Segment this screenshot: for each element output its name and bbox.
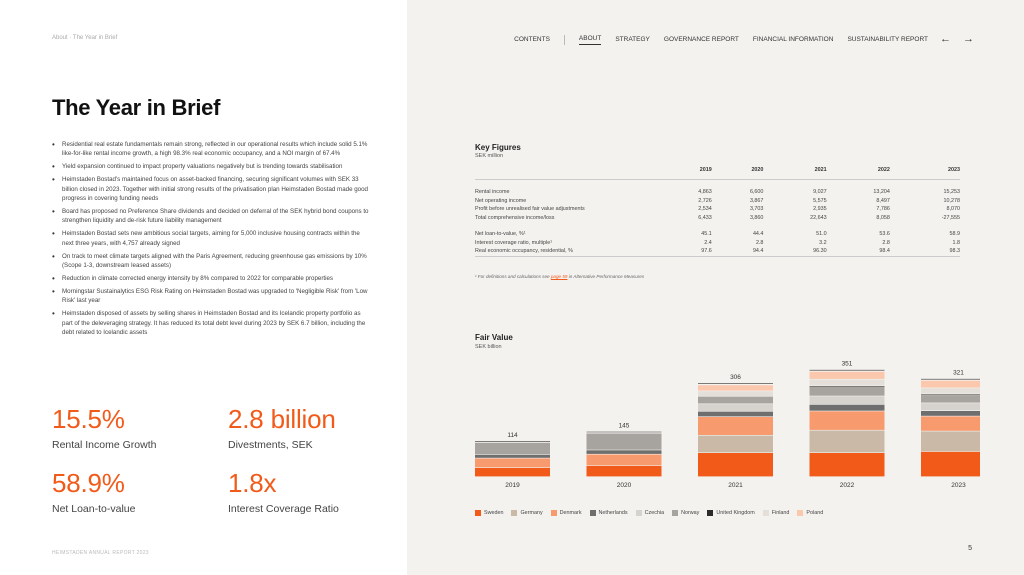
kpi-interest-coverage [228,468,398,515]
list-item: • Yield expansion continued to impact property valuations negatively but is trending towards stabilisation [52,162,372,171]
legend-label: United Kingdom [716,510,755,516]
bar-segment-denmark [587,455,662,466]
legend-item [797,510,823,516]
table-header-cell: 2022 [827,163,890,180]
bar-segment-germany [921,431,980,451]
legend-item [475,510,503,516]
legend-swatch [636,510,642,516]
list-item: • On track to meet climate targets aligned with the Paris Agreement, reducing greenhouse gas emissions by 10% (Scope 1-3, downstream leased assets) [52,252,372,271]
kpi-label: Rental Income Growth [52,439,157,451]
row-label: Net loan-to-value, %¹ [475,231,526,238]
cell: 2.8 [882,239,890,246]
fair-value-unit: SEK billion [475,344,502,350]
bar-segment-czechia [698,404,773,411]
cell: 6,600 [749,189,764,195]
cell: 97.6 [660,247,712,256]
bar-total-label: 321 [953,369,964,377]
bar-segment-poland [921,381,980,388]
table-row [475,213,960,222]
row-label: Rental income [475,189,510,195]
table-row [475,247,960,256]
cell: 5,575 [813,197,827,204]
bar-segment-poland [698,385,773,390]
legend-label: Denmark [559,510,582,516]
key-figures-table [475,163,960,257]
bar-segment-denmark [921,416,980,430]
cell: 3,860 [749,214,764,221]
cell: 3.2 [819,239,827,246]
legend-swatch [590,510,596,516]
row-label: Total comprehensive income/loss [475,214,555,221]
kpi-net-ltv [52,468,222,515]
footnote-suffix: in Alternative Performance Measures [567,274,645,279]
table-row [475,196,960,205]
table-header-cell: 2019 [660,163,712,180]
key-figures-title: Key Figures [475,143,521,152]
cell: 9,027 [813,189,827,195]
legend-swatch [797,510,803,516]
cell: 13,204 [873,189,890,195]
cell: 8,497 [876,197,890,204]
bar-segment-czechia [810,396,885,404]
row-label: Interest coverage ratio, multiple¹ [475,239,553,246]
x-tick-label: 2021 [728,482,743,489]
cell: 22,643 [810,214,827,221]
cell: 45.1 [701,231,712,238]
kpi-label: Interest Coverage Ratio [228,503,339,515]
bar-segment-sweden [921,452,980,477]
cell: 15,253 [943,189,960,195]
list-item: • Residential real estate fundamentals remain strong, reflected in our operational results which include solid 5.1% like-for-like rental income growth, a high 98.3% real economic occupancy, and a NOI margin of 67.4% [52,140,372,159]
footnote-prefix: ¹ For definitions and calculations see [475,274,551,279]
footnote [475,274,644,279]
bar-segment-norway [475,443,550,454]
list-item: • Heimstaden disposed of assets by selling shares in Heimstaden Bostad and its Icelandic property portfolio as part of the deleveraging strategy. It has reduced its total debt level during 2023 by SEK 6.7 billion, including the debt related to Icelandic assets [52,309,372,337]
cell: 1.8 [952,239,960,246]
bar-segment-germany [698,436,773,453]
bar-segment-netherlands [698,412,773,417]
legend-item [590,510,628,516]
table-row [475,238,960,247]
x-tick-label: 2020 [616,482,632,489]
kpi-value: 15.5% [52,404,125,434]
legend-label: Sweden [484,510,504,516]
kpi-rental-growth [52,404,222,451]
list-item: • Morningstar Sustainalytics ESG Risk Rating on Heimstaden Bostad was upgraded to 'Negligible Risk' from 'Low Risk' last year [52,287,372,306]
row-label: Profit before unrealised fair value adjustments [475,206,585,213]
bar-segment-denmark [810,411,885,430]
cell: 6,433 [698,214,712,221]
breadcrumb[interactable]: About · The Year in Brief [52,35,118,41]
legend-swatch [672,510,678,516]
legend-label: Germany [520,510,543,516]
bar-segment-united-kingdom [921,394,980,395]
cell: 8,070 [946,206,960,213]
kpi-label: Net Loan-to-value [52,503,136,515]
bar-total-label: 145 [618,422,630,430]
cell: 2,726 [698,197,712,204]
page-title: The Year in Brief [52,95,221,120]
cell: 10,278 [943,197,960,204]
kpi-value: 58.9% [52,468,125,498]
legend-label: Norway [681,510,700,516]
table-header-row [475,163,960,180]
footer-report-name: HEIMSTADEN ANNUAL REPORT 2023 [52,550,149,556]
bar-segment-denmark [698,417,773,435]
legend-item [707,510,754,516]
legend-item [763,510,790,516]
bar-segment-netherlands [587,450,662,454]
legend-swatch [763,510,769,516]
list-item: • Board has proposed no Preference Share dividends and decided on deferral of the SEK hybrid bond coupons to strengthen liquidity and de-risk future liability management [52,207,372,226]
cell: 98.4 [827,247,890,256]
legend-label: Czechia [644,510,665,516]
cell: 4,863 [698,189,712,195]
bar-total-label: 306 [730,374,741,382]
legend-swatch [511,510,517,516]
cell: 2.4 [704,239,712,246]
key-figures-unit: SEK million [475,153,504,159]
chart-legend [475,510,831,516]
cell: 3,867 [749,197,764,204]
bar-segment-norway [810,387,885,396]
bar-segment-denmark [475,458,550,467]
bar-segment-germany [810,431,885,453]
cell: 2,935 [813,206,827,213]
table-header-cell: 2020 [712,163,764,180]
top-navigation [500,33,974,47]
cell: 2,534 [698,206,712,213]
bar-segment-sweden [698,453,773,476]
highlights-list [52,140,372,341]
cell: 44.4 [752,231,764,238]
cell: 98.3 [890,247,960,256]
kpi-label: Divestments, SEK [228,439,313,451]
list-item: • Reduction in climate corrected energy intensity by 8% compared to 2022 for comparable properties [52,274,372,283]
legend-label: Finland [771,510,790,516]
bar-segment-finland [810,380,885,386]
bar-segment-sweden [475,468,550,476]
cell: 2.8 [755,239,764,246]
legend-swatch [707,510,713,516]
cell: 51.0 [816,231,827,238]
bar-segment-sweden [810,453,885,476]
x-tick-label: 2019 [505,482,520,489]
page-number: 5 [968,545,972,552]
legend-swatch [551,510,557,516]
cell: 7,786 [876,206,890,213]
bar-total-label: 114 [507,431,518,439]
nav-about[interactable]: ABOUT [579,35,601,45]
legend-label: Poland [806,510,824,516]
bar-segment-norway [698,397,773,404]
legend-item [511,510,542,516]
nav-divider [564,35,565,45]
cell: 58.9 [949,231,960,238]
table-row [475,222,960,238]
legend-item [636,510,664,516]
arrow-right-icon[interactable]: → [963,33,974,45]
bar-segment-finland [921,388,980,393]
arrow-left-icon[interactable]: ← [940,33,951,45]
bar-segment-netherlands [921,411,980,416]
nav-contents[interactable]: CONTENTS [514,35,550,43]
legend-item [672,510,699,516]
bar-segment-poland [810,372,885,379]
list-item: • Heimstaden Bostad sets new ambitious social targets, aiming for 5,000 inclusive housing contracts within the next three years, with 4,757 already signed [52,229,372,248]
x-tick-label: 2023 [951,482,966,489]
bar-segment-netherlands [475,455,550,458]
x-tick-label: 2022 [839,482,855,489]
legend-label: Netherlands [598,510,628,516]
table-header-cell: 2021 [763,163,826,180]
nav-financial-information[interactable]: FINANCIAL INFORMATION [752,35,834,43]
bar-segment-finland [698,391,773,396]
fair-value-title: Fair Value [475,333,513,342]
table-row [475,180,960,197]
legend-item [551,510,582,516]
fair-value-chart [460,355,980,495]
kpi-value: 2.8 billion [228,404,336,434]
legend-swatch [475,510,481,516]
bar-segment-czechia [921,403,980,410]
cell: 96.30 [763,247,826,256]
kpi-value: 1.8x [228,468,277,498]
cell: -27,555 [941,214,960,221]
nav-governance-report[interactable]: GOVERNANCE REPORT [663,35,739,43]
row-label: Net operating income [475,197,527,204]
row-label: Real economic occupancy, residential, % [475,247,660,256]
table-header-cell: 2023 [890,163,960,180]
table-row [475,205,960,214]
cell: 3,703 [749,206,764,213]
footnote-link[interactable]: page 59 [550,274,568,279]
left-panel [0,0,407,575]
bar-total-label: 351 [841,360,853,368]
nav-sustainability-report[interactable]: SUSTAINABILITY REPORT [847,35,928,43]
bar-segment-norway [921,395,980,403]
table-header-cell [475,163,660,180]
nav-strategy[interactable]: STRATEGY [615,35,650,43]
bar-segment-norway [587,434,662,450]
bar-segment-netherlands [810,405,885,411]
kpi-divestments [228,404,398,451]
bar-segment-united-kingdom [810,386,885,387]
cell: 94.4 [712,247,764,256]
cell: 8,058 [876,214,890,221]
list-item: • Heimstaden Bostad's maintained focus on asset-backed financing, securing significant volumes with SEK 33 billion closed in 2023. Together with initial strong results of the privatisation plan Heimstaden Bostad made good progress in covering funding needs [52,175,372,203]
cell: 53.6 [879,231,890,238]
bar-segment-sweden [587,466,662,477]
